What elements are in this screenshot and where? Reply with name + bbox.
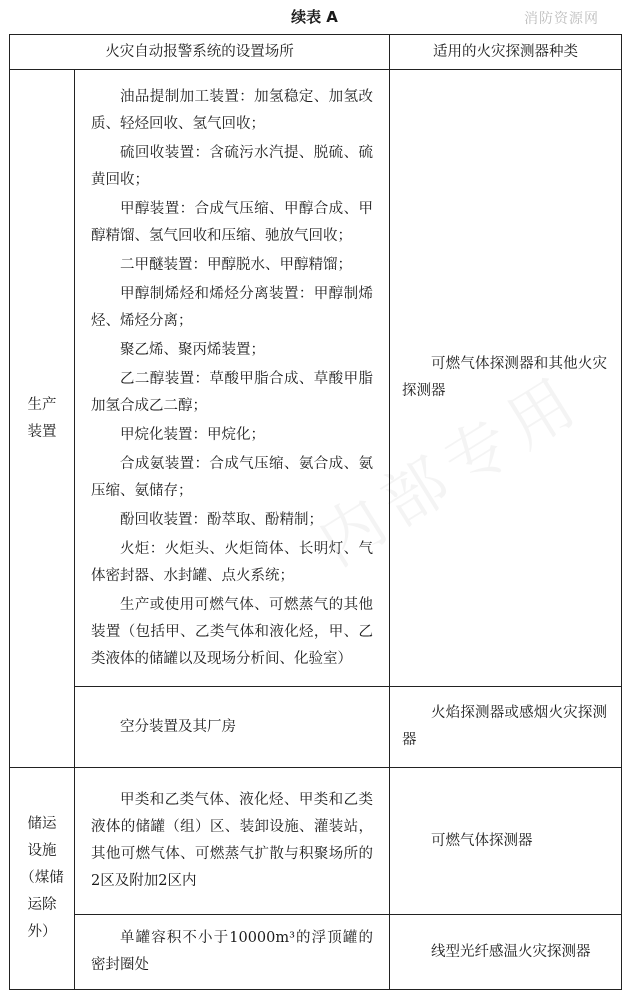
detector-cell: [390, 768, 622, 915]
table-row: [10, 687, 622, 768]
detector-text: 火焰探测器或感烟火灾探测器: [402, 705, 607, 748]
place-item: 乙二醇装置：草酸甲脂合成、草酸甲脂加氢合成乙二醇；: [91, 370, 373, 414]
category-line: 储运: [27, 816, 57, 832]
detector-cell: [390, 70, 622, 687]
place-cell: [75, 768, 390, 915]
detector-text: 可燃气体探测器和其他火灾探测器: [402, 356, 607, 399]
place-item: 甲醇装置：合成气压缩、甲醇合成、甲醇精馏、氢气回收和压缩、驰放气回收；: [91, 200, 373, 244]
header-detector: 适用的火灾探测器种类: [390, 35, 622, 70]
category-line: 生产: [27, 396, 57, 413]
place-item: 酚回收装置：酚萃取、酚精制；: [120, 511, 323, 528]
place-item: 火炬：火炬头、火炬筒体、长明灯、气体密封器、水封罐、点火系统；: [91, 540, 373, 584]
header-row: [10, 35, 622, 70]
category-cell: [10, 768, 75, 990]
category-line: 设施: [27, 843, 57, 859]
table-row: [10, 70, 622, 687]
place-item: 油品提制加工装置：加氢稳定、加氢改质、轻烃回收、氢气回收；: [91, 88, 373, 132]
place-item: 空分装置及其厂房: [120, 718, 236, 735]
detector-cell: [390, 915, 622, 990]
place-item: 硫回收装置：含硫污水汽提、脱硫、硫黄回收；: [91, 144, 373, 188]
table-row: [10, 768, 622, 915]
category-line: 装置: [27, 423, 57, 440]
place-cell: [75, 70, 390, 687]
detector-cell: [390, 687, 622, 768]
place-item: 单罐容积不小于10000m³的浮顶罐的密封圈处: [91, 930, 373, 973]
header-place: 火灾自动报警系统的设置场所: [10, 35, 390, 70]
place-item: 甲醇制烯烃和烯烃分离装置：甲醇制烯烃、烯烃分离；: [91, 285, 373, 329]
place-item: 聚乙烯、聚丙烯装置；: [120, 341, 265, 358]
site-watermark: 消防资源网: [524, 11, 599, 27]
place-item: 二甲醚装置：甲醇脱水、甲醇精馏；: [120, 256, 352, 273]
place-cell: [75, 915, 390, 990]
category-line: （煤储: [20, 870, 64, 886]
category-line: 运除: [27, 897, 57, 913]
detector-text: 线型光纤感温火灾探测器: [431, 943, 591, 960]
place-cell: [75, 687, 390, 768]
table-row: [10, 915, 622, 990]
detector-text: 可燃气体探测器: [431, 832, 533, 849]
category-cell: [10, 70, 75, 768]
place-item: 合成氨装置：合成气压缩、氨合成、氨压缩、氨储存；: [91, 455, 373, 499]
detector-table: [9, 34, 622, 990]
table-title: 续表 A: [291, 8, 338, 26]
place-item: 甲烷化装置：甲烷化；: [120, 426, 265, 443]
place-item: 生产或使用可燃气体、可燃蒸气的其他装置（包括甲、乙类气体和液化烃，甲、乙类液体的储罐以及现场分析间、化验室）: [91, 596, 373, 667]
category-line: 外）: [27, 924, 57, 940]
place-item: 甲类和乙类气体、液化烃、甲类和乙类液体的储罐（组）区、装卸设施、灌装站，其他可燃气体、可燃蒸气扩散与积聚场所的2区及附加2区内: [91, 792, 373, 889]
